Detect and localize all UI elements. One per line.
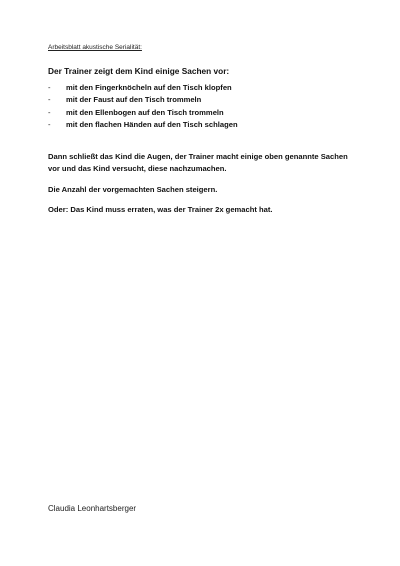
intro-text: Der Trainer zeigt dem Kind einige Sachen vor: xyxy=(48,66,230,76)
action-text: mit den Fingerknöcheln auf den Tisch klopfen xyxy=(66,83,232,92)
list-marker: - xyxy=(48,95,51,105)
instruction-paragraph: Die Anzahl der vorgemachten Sachen steigern. xyxy=(48,185,218,194)
instruction-paragraph: Dann schließt das Kind die Augen, der Trainer macht einige oben genannte Sachen vor und das Kind versucht, diese nachzumachen. xyxy=(48,152,348,174)
author-name: Claudia Leonhartsberger xyxy=(48,504,137,513)
list-item xyxy=(48,94,238,106)
action-text: mit den flachen Händen auf den Tisch schlagen xyxy=(66,119,238,129)
worksheet-heading: Arbeitsblatt akustische Serialität: xyxy=(48,44,142,51)
list-marker: - xyxy=(48,119,51,129)
list-marker: - xyxy=(48,107,51,117)
list-item xyxy=(48,82,238,94)
list-item xyxy=(48,119,238,131)
list-marker: - xyxy=(48,83,51,92)
action-text: mit den Ellenbogen auf den Tisch trommeln xyxy=(66,107,224,117)
action-list xyxy=(48,82,238,131)
list-item xyxy=(48,107,238,119)
instruction-paragraph: Oder: Das Kind muss erraten, was der Trainer 2x gemacht hat. xyxy=(48,205,273,214)
action-text: mit der Faust auf den Tisch trommeln xyxy=(66,95,202,105)
